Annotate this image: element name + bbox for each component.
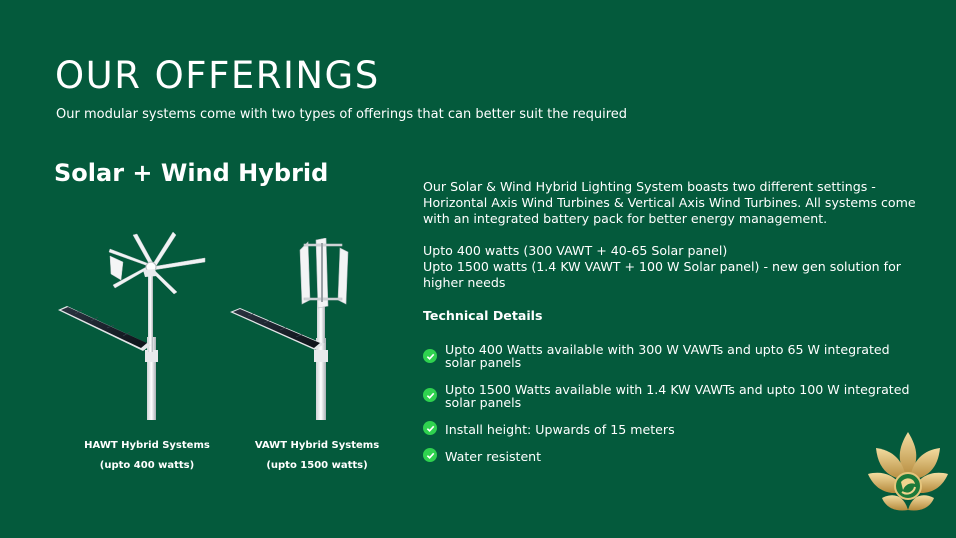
check-icon <box>423 421 437 435</box>
page-subtitle: Our modular systems come with two types of offerings that can better suit the required <box>56 107 628 122</box>
section-title: Solar + Wind Hybrid <box>54 159 329 187</box>
technical-detail-item: Upto 1500 Watts available with 1.4 KW VAWTs and upto 100 W integrated solar panels <box>445 382 910 410</box>
technical-detail-item: Install height: Upwards of 15 meters <box>445 422 675 437</box>
lotus-logo-icon <box>868 430 948 515</box>
description-block <box>423 179 923 291</box>
hawt-caption-name: HAWT Hybrid Systems <box>84 440 210 451</box>
technical-details-title: Technical Details <box>423 308 543 323</box>
check-icon <box>423 388 437 402</box>
vawt-caption-name: VAWT Hybrid Systems <box>254 440 380 451</box>
page-title: OUR OFFERINGS <box>55 54 380 97</box>
check-icon <box>423 349 437 363</box>
spec-line-1: Upto 400 watts (300 VAWT + 40-65 Solar panel) <box>423 243 728 258</box>
vawt-streetlight-image <box>228 238 358 420</box>
description-text: Our Solar & Wind Hybrid Lighting System boasts two different settings - Horizontal Axis Wind Turbines & Vertical Axis Wind Turbines. All systems come with an integrated battery pack for better energy management. <box>423 179 916 226</box>
vawt-caption-detail: (upto 1500 watts) <box>266 460 368 471</box>
technical-detail-item: Upto 400 Watts available with 300 W VAWTs and upto 65 W integrated solar panels <box>445 342 890 370</box>
hawt-caption-detail: (upto 400 watts) <box>99 460 195 471</box>
hawt-streetlight-image <box>55 232 215 420</box>
check-icon <box>423 448 437 462</box>
technical-detail-item: Water resistent <box>445 449 542 464</box>
spec-line-2: Upto 1500 watts (1.4 KW VAWT + 100 W Solar panel) - new gen solution for higher needs <box>423 259 901 290</box>
